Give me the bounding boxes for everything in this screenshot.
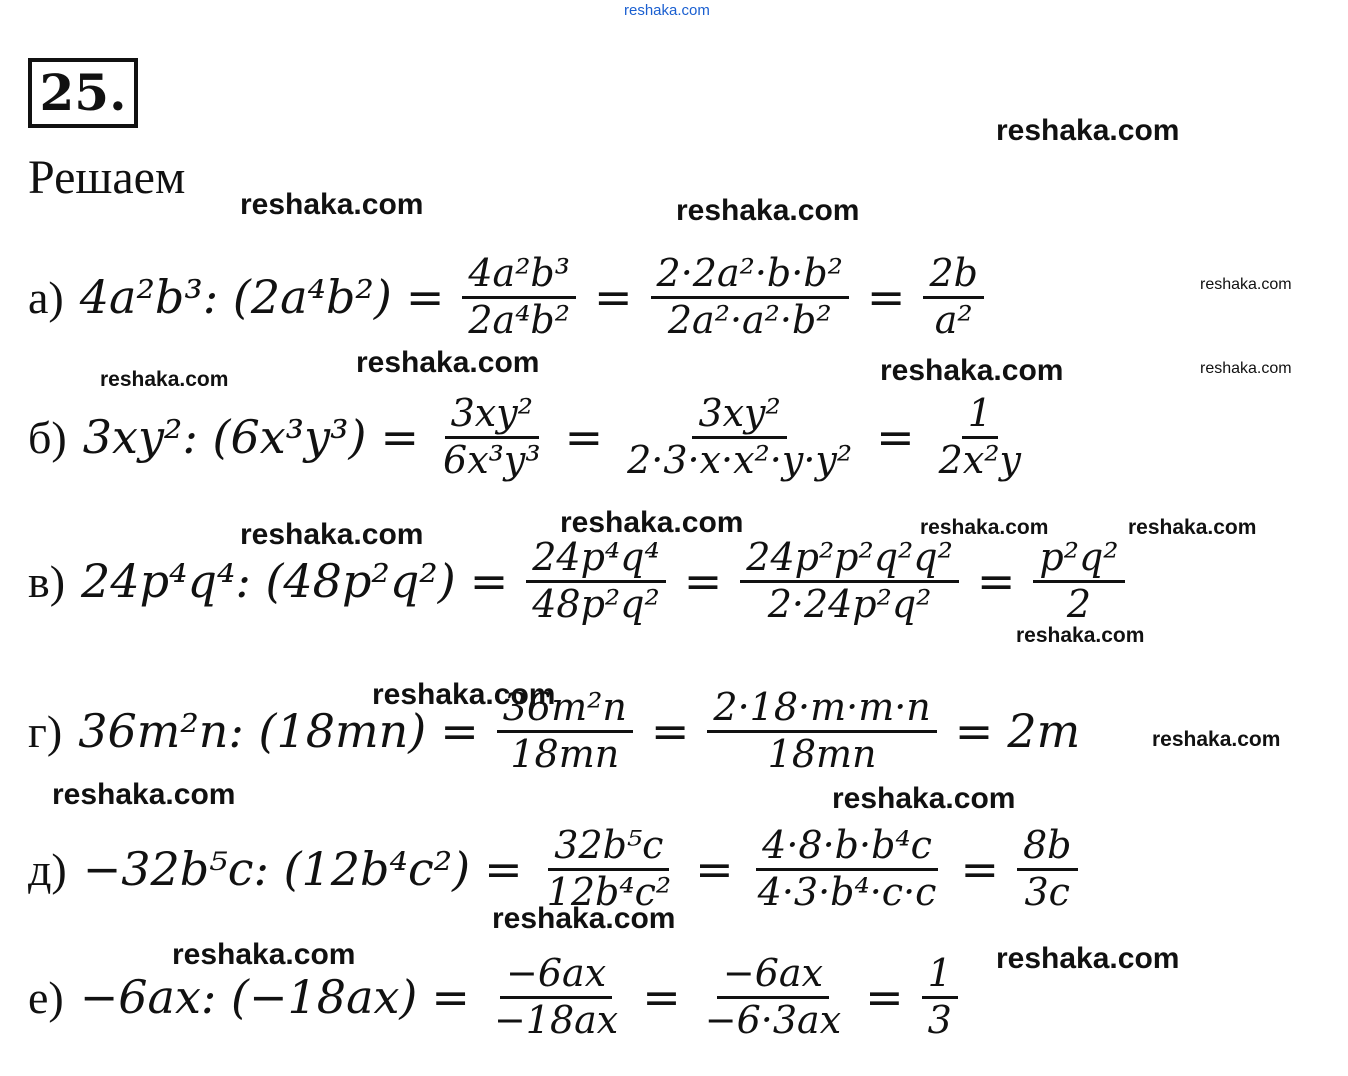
equals-sign: = (876, 410, 915, 465)
fraction (541, 824, 677, 914)
numerator: −6ax (500, 952, 612, 999)
watermark: reshaka.com (996, 942, 1180, 975)
row-label: в) (28, 555, 66, 607)
numerator: 2b (923, 252, 984, 299)
row-expression: 24p⁴q⁴: (48p²q²) (81, 554, 456, 609)
denominator: 2a⁴b² (468, 297, 570, 342)
row-expression: −32b⁵c: (12b⁴c²) (82, 842, 471, 897)
problem-number: 25. (28, 58, 138, 128)
solution-row (28, 392, 1031, 482)
equals-sign: = (642, 970, 681, 1025)
heading: Решаем (28, 151, 186, 204)
row-label: б) (28, 411, 67, 463)
equals-sign: = (960, 842, 999, 897)
numerator: 2·18·m·m·n (707, 686, 936, 733)
watermark: reshaka.com (676, 194, 860, 227)
watermark: reshaka.com (996, 114, 1180, 147)
denominator: −6·3ax (704, 997, 842, 1042)
numerator: 36m²n (497, 686, 633, 733)
numerator: 3xy² (692, 392, 786, 439)
row-expression: −6ax: (−18ax) (79, 970, 418, 1025)
denominator: 2 (1066, 581, 1092, 626)
fraction (497, 686, 633, 776)
solution-row (28, 686, 1080, 776)
solution-row (28, 536, 1129, 626)
numerator: 4a²b³ (462, 252, 576, 299)
fraction (752, 824, 943, 914)
row-expression: 36m²n: (18mn) (78, 704, 427, 759)
fraction (621, 392, 858, 482)
denominator: 18mn (767, 731, 877, 776)
watermark: reshaka.com (1152, 728, 1281, 751)
watermark: reshaka.com (1016, 624, 1145, 647)
fraction (707, 686, 936, 776)
fraction (933, 392, 1027, 482)
denominator: 2x²y (938, 437, 1021, 482)
watermark: reshaka.com (920, 516, 1049, 539)
equals-sign: = (380, 410, 420, 465)
equals-sign: = (564, 410, 604, 465)
watermark: reshaka.com (560, 506, 744, 539)
denominator: a² (934, 297, 973, 342)
fraction (923, 252, 984, 342)
equals-sign: = (976, 554, 1016, 609)
equals-sign: = (440, 704, 479, 759)
equals-sign: = (469, 554, 509, 609)
watermark: reshaka.com (52, 778, 236, 811)
watermark: reshaka.com (172, 938, 356, 971)
equals-sign: = (954, 704, 994, 759)
fraction (922, 952, 958, 1042)
numerator: −6ax (717, 952, 829, 999)
watermark: reshaka.com (880, 354, 1064, 387)
fraction (437, 392, 547, 482)
watermark: reshaka.com (240, 518, 424, 551)
fraction (1017, 824, 1078, 914)
equals-sign: = (484, 842, 523, 897)
row-expression: 3xy²: (6x³y³) (82, 410, 367, 465)
denominator: 4·3·b⁴·c·c (757, 869, 937, 914)
row-result: 2m (1007, 704, 1081, 759)
watermark: reshaka.com (1200, 360, 1292, 377)
equals-sign: = (866, 270, 906, 325)
row-expression: 4a²b³: (2a⁴b²) (79, 270, 392, 325)
denominator: 2·24p²q² (767, 581, 932, 626)
row-label: е) (28, 971, 64, 1023)
watermark-top: reshaka.com (624, 2, 710, 19)
solution-row (28, 252, 988, 342)
watermark: reshaka.com (100, 368, 229, 391)
equals-sign: = (593, 270, 633, 325)
equals-sign: = (865, 970, 904, 1025)
numerator: 3xy² (445, 392, 539, 439)
watermark: reshaka.com (492, 902, 676, 935)
denominator: 6x³y³ (443, 437, 541, 482)
fraction (651, 252, 849, 342)
watermark: reshaka.com (1128, 516, 1257, 539)
denominator: −18ax (493, 997, 619, 1042)
solution-row (28, 952, 962, 1042)
equals-sign: = (650, 704, 690, 759)
row-label: д) (28, 843, 67, 895)
watermark: reshaka.com (372, 678, 556, 711)
row-label: а) (28, 271, 64, 323)
numerator: 8b (1017, 824, 1078, 871)
watermark: reshaka.com (356, 346, 540, 379)
solution-row (28, 824, 1082, 914)
watermark: reshaka.com (832, 782, 1016, 815)
equals-sign: = (683, 554, 723, 609)
equals-sign: = (405, 270, 445, 325)
fraction (740, 536, 959, 626)
numerator: 24p²p²q²q² (740, 536, 959, 583)
numerator: 1 (922, 952, 958, 999)
denominator: 3c (1024, 869, 1070, 914)
watermark: reshaka.com (240, 188, 424, 221)
numerator: 1 (962, 392, 998, 439)
equals-sign: = (695, 842, 734, 897)
fraction (488, 952, 624, 1042)
denominator: 2·3·x·x²·y·y² (627, 437, 853, 482)
row-label: г) (28, 705, 63, 757)
fraction (699, 952, 847, 1042)
denominator: 12b⁴c² (546, 869, 672, 914)
numerator: 2·2a²·b·b² (651, 252, 849, 299)
denominator: 18mn (510, 731, 620, 776)
denominator: 48p²q² (532, 581, 660, 626)
numerator: 24p⁴q⁴ (526, 536, 665, 583)
fraction (462, 252, 576, 342)
equals-sign: = (431, 970, 470, 1025)
denominator: 3 (927, 997, 952, 1042)
fraction (526, 536, 665, 626)
watermark: reshaka.com (1200, 276, 1292, 293)
denominator: 2a²·a²·b² (667, 297, 832, 342)
numerator: 4·8·b·b⁴c (756, 824, 938, 871)
numerator: p²q² (1033, 536, 1124, 583)
fraction (1033, 536, 1124, 626)
numerator: 32b⁵c (548, 824, 669, 871)
